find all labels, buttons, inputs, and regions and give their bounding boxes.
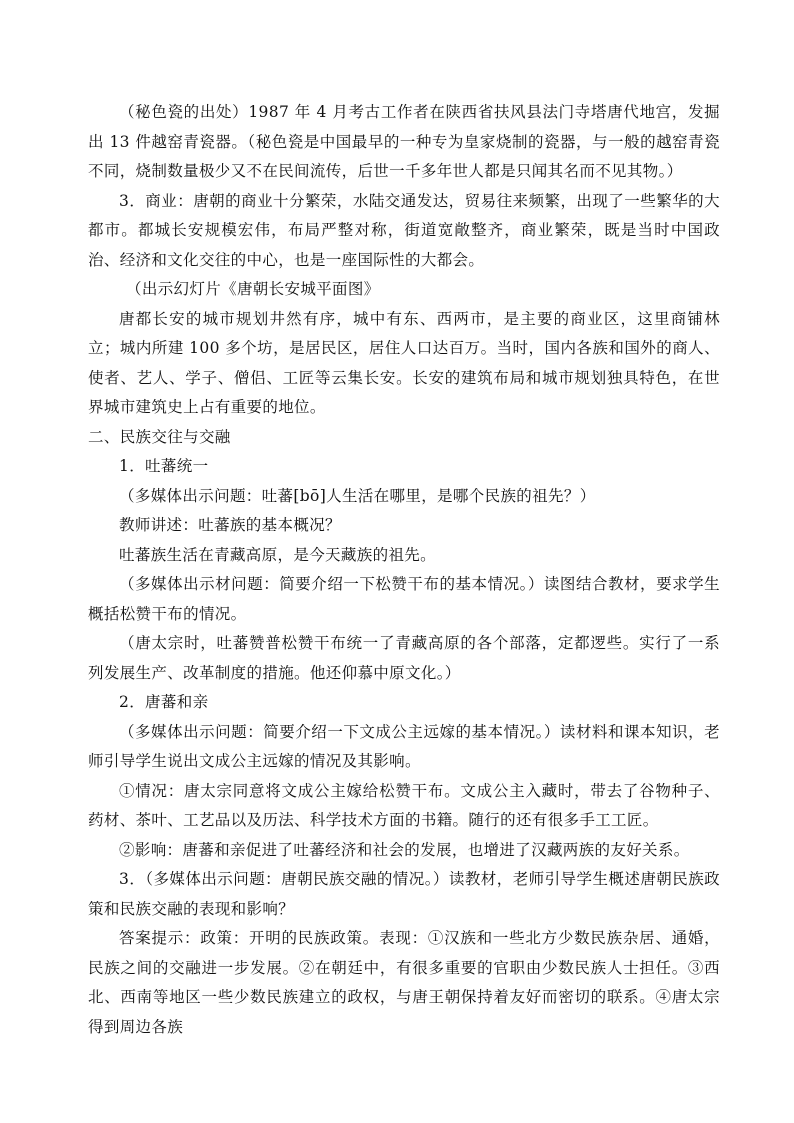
paragraph-songtsen-answer: （唐太宗时，吐蕃赞普松赞干布统一了青藏高原的各个部落，定都逻些。实行了一系列发展生产、改革制度的措施。他还仰慕中原文化。） [88,634,720,682]
paragraph-tubo-answer: 吐蕃族生活在青藏高原，是今天藏族的祖先。 [119,545,437,564]
paragraph-wencheng-question: （多媒体出示问题：简要介绍一下文成公主远嫁的基本情况。）读材料和课本知识，老师引导学生说出文成公主远嫁的情况及其影响。 [88,722,720,770]
paragraph-wencheng-impact: ②影响：唐蕃和亲促进了吐蕃经济和社会的发展，也增进了汉藏两族的友好关系。 [119,840,690,859]
section-heading-ethnic-exchange: 二、民族交往与交融 [88,427,231,446]
paragraph-slide-changan-map: （出示幻灯片《唐朝长安城平面图》 [126,280,380,298]
paragraph-commerce: 3．商业：唐朝的商业十分繁荣，水陆交通发达，贸易往来频繁，出现了一些繁华的大都市。都城长安规模宏伟，布局严整对称，街道宽敞整齐，商业繁荣，既是当时中国政治、经济和文化交往的中心，也是一座国际性的大都会。 [88,191,720,269]
subheading-tang-tubo-marriage: 2．唐蕃和亲 [119,693,209,711]
paragraph-tubo-question: （多媒体出示问题：吐蕃[bō]人生活在哪里，是哪个民族的祖先？） [119,486,596,505]
paragraph-teacher-narration: 教师讲述：吐蕃族的基本概况？ [119,516,341,534]
document-body [88,98,720,1042]
paragraph-mise-porcelain-origin: （秘色瓷的出处）1987 年 4 月考古工作者在陕西省扶风县法门寺塔唐代地宫，发掘出 13 件越窑青瓷器。（秘色瓷是中国最早的一种专为皇家烧制的瓷器，与一般的越窑青瓷不同，烧制数量极少又不在民间流传，后世一千多年世人都是只闻其名而不见其物。） [88,103,720,180]
paragraph-changan-planning: 唐都长安的城市规划井然有序，城中有东、西两市，是主要的商业区，这里商铺林立；城内所建 100 多个坊，是居民区，居住人口达百万。当时，国内各族和国外的商人、使者、艺人、学子、僧侣、工匠等云集长安。长安的建筑布局和城市规划独具特色，在世界城市建筑史上占有重要的地位。 [88,309,720,416]
paragraph-wencheng-situation: ①情况：唐太宗同意将文成公主嫁给松赞干布。文成公主入藏时，带去了谷物种子、药材、茶叶、工艺品以及历法、科学技术方面的书籍。随行的还有很多手工工匠。 [88,781,720,829]
paragraph-songtsen-question: （多媒体出示材问题：简要介绍一下松赞干布的基本情况。）读图结合教材，要求学生概括松赞干布的情况。 [88,575,720,623]
paragraph-answer-hint: 答案提示：政策：开明的民族政策。表现：①汉族和一些北方少数民族杂居、通婚，民族之间的交融进一步发展。②在朝廷中，有很多重要的官职由少数民族人士担任。③西北、西南等地区一些少数民族建立的政权，与唐王朝保持着友好而密切的联系。④唐太宗得到周边各族 [88,929,720,1036]
paragraph-ethnic-policy-question: 3．（多媒体出示问题：唐朝民族交融的情况。）读教材，老师引导学生概述唐朝民族政策和民族交融的表现和影响？ [88,870,720,918]
subheading-tubo-unification: 1．吐蕃统一 [119,457,209,475]
